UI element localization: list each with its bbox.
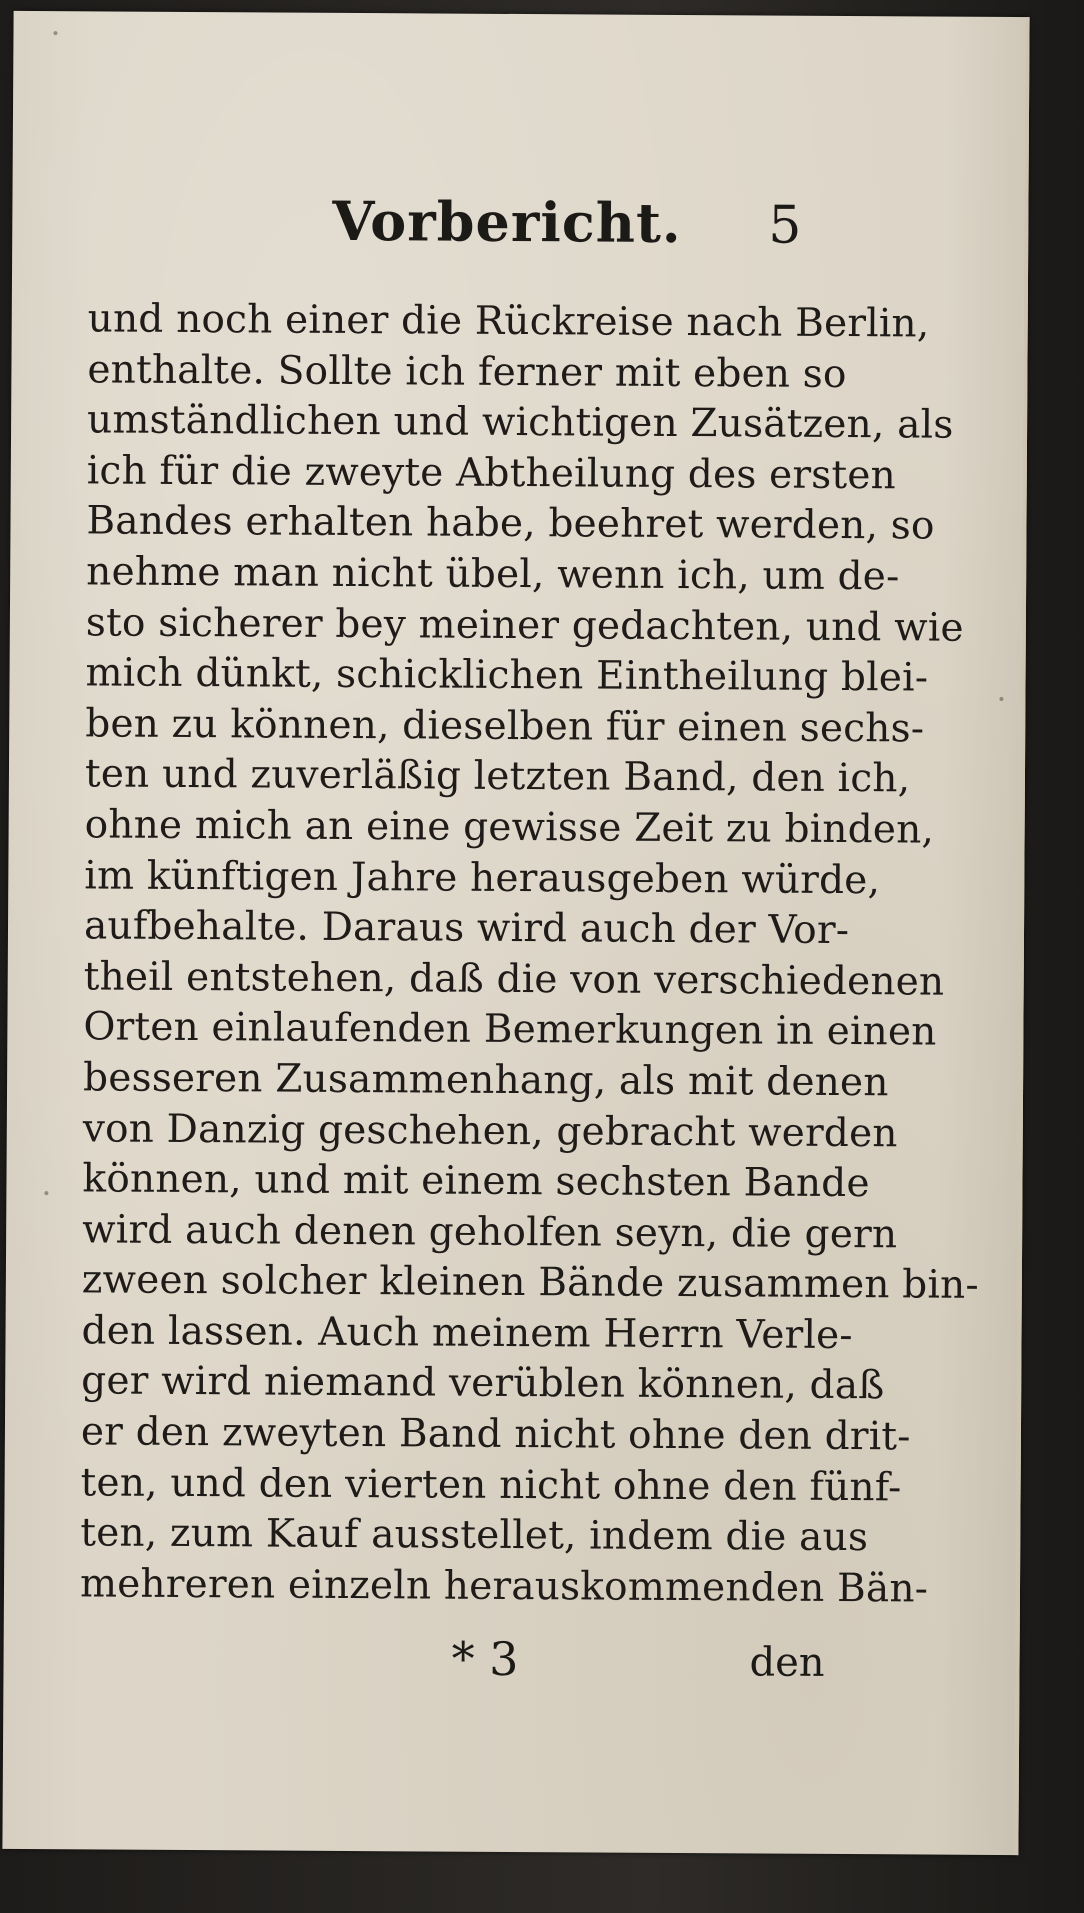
text-line: ten, und den vierten nicht ohne den fünf- bbox=[80, 1460, 902, 1511]
body-text bbox=[79, 294, 979, 1614]
text-line: nehme man nicht übel, wenn ich, um de- bbox=[86, 549, 900, 600]
text-line: Orten einlaufenden Bemerkungen in einen bbox=[83, 1004, 937, 1055]
text-line: mich dünkt, schicklichen Eintheilung blei- bbox=[85, 650, 929, 701]
text-line: theil entstehen, daß die von verschiedenen bbox=[83, 954, 945, 1005]
text-line: besseren Zusammenhang, als mit denen bbox=[82, 1055, 889, 1106]
text-line: sto sicherer bey meiner gedachten, und wie bbox=[85, 599, 964, 651]
paper-speck bbox=[53, 31, 57, 35]
text-line: ben zu können, dieselben für einen sechs- bbox=[85, 701, 925, 752]
paper-speck bbox=[999, 697, 1003, 701]
text-line: Bandes erhalten habe, beehret werden, so bbox=[86, 498, 935, 549]
text-line: ten und zuverläßig letzten Band, den ich, bbox=[84, 751, 911, 802]
text-line: er den zweyten Band nicht ohne den drit- bbox=[80, 1409, 911, 1460]
text-line: zween solcher kleinen Bände zusammen bin- bbox=[81, 1257, 979, 1309]
running-title: Vorbericht. bbox=[332, 188, 682, 255]
text-line: enthalte. Sollte ich ferner mit eben so bbox=[87, 346, 847, 397]
text-line: können, und mit einem sechsten Bande bbox=[82, 1156, 870, 1207]
page-footer bbox=[3, 1629, 1015, 1695]
text-line: aufbehalte. Daraus wird auch der Vor- bbox=[83, 903, 850, 954]
text-line: im künftigen Jahre herausgeben würde, bbox=[84, 852, 881, 903]
text-line: ich für die zweyte Abtheilung des ersten bbox=[86, 448, 897, 499]
text-line: den lassen. Auch meinem Herrn Verle- bbox=[81, 1308, 853, 1358]
book-page bbox=[2, 11, 1029, 1855]
paper-speck bbox=[44, 1191, 48, 1195]
catchword: den bbox=[749, 1639, 825, 1686]
text-line: ten, zum Kauf ausstellet, indem die aus bbox=[80, 1510, 869, 1561]
signature-mark: * 3 bbox=[451, 1631, 519, 1687]
text-line: umständlichen und wichtigen Zusätzen, als bbox=[86, 397, 954, 448]
page-header bbox=[12, 187, 1024, 263]
text-line: wird auch denen geholfen seyn, die gern bbox=[82, 1207, 898, 1258]
text-line: ohne mich an eine gewisse Zeit zu binden, bbox=[84, 802, 935, 853]
text-line: ger wird niemand verüblen können, daß bbox=[81, 1358, 885, 1409]
text-line: mehreren einzeln herauskommenden Bän- bbox=[79, 1561, 929, 1612]
page-number: 5 bbox=[768, 195, 802, 256]
text-line: und noch einer die Rückreise nach Berlin, bbox=[87, 296, 930, 347]
text-line: von Danzig geschehen, gebracht werden bbox=[82, 1105, 898, 1156]
